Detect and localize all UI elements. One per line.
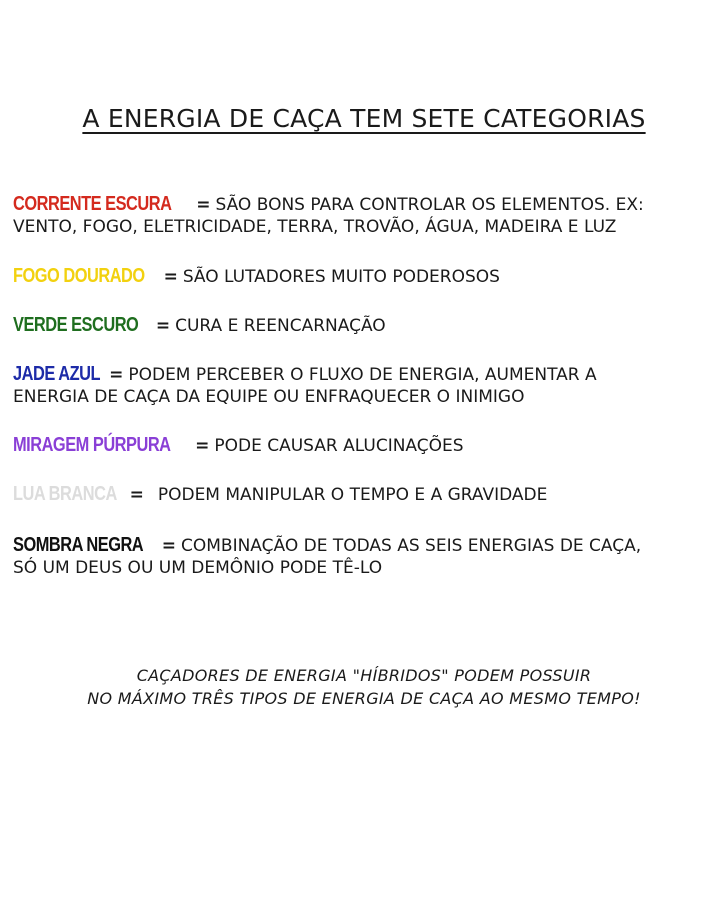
page-title — [0, 104, 728, 133]
equals-sign: = — [155, 316, 171, 336]
category-name: MIRAGEM PÚRPURA — [13, 434, 171, 456]
category-corrente-escura — [13, 193, 718, 238]
equals-sign: = — [163, 267, 178, 287]
category-description-cont: VENTO, FOGO, ELETRICIDADE, TERRA, TROVÃO, ÁGUA, MADEIRA E LUZ — [13, 217, 617, 237]
category-name: CORRENTE ESCURA — [13, 193, 172, 215]
footer-line-2: NO MÁXIMO TRÊS TIPOS DE ENERGIA DE CAÇA AO MESMO TEMPO! — [87, 689, 641, 708]
equals-sign: = — [129, 485, 144, 505]
footer-line-1: CAÇADORES DE ENERGIA "HÍBRIDOS" PODEM POSSUIR — [136, 666, 592, 685]
category-description-cont: SÓ UM DEUS OU UM DEMÔNIO PODE TÊ-LO — [13, 558, 383, 578]
category-miragem-purpura — [13, 434, 718, 457]
equals-sign: = — [161, 536, 176, 556]
category-jade-azul — [13, 363, 718, 408]
category-description-cont: ENERGIA DE CAÇA DA EQUIPE OU ENFRAQUECER O INIMIGO — [13, 387, 525, 407]
category-description: PODEM PERCEBER O FLUXO DE ENERGIA, AUMENTAR A — [128, 365, 597, 385]
equals-sign: = — [195, 436, 210, 456]
category-name: FOGO DOURADO — [13, 265, 145, 287]
category-description: PODE CAUSAR ALUCINAÇÕES — [214, 436, 464, 456]
equals-sign: = — [109, 365, 124, 385]
category-verde-escuro — [13, 314, 718, 337]
category-description: COMBINAÇÃO DE TODAS AS SEIS ENERGIAS DE CAÇA, — [180, 536, 642, 556]
category-sombra-negra — [13, 534, 718, 579]
category-lua-branca — [13, 483, 718, 506]
category-description: CURA E REENCARNAÇÃO — [175, 316, 386, 336]
category-name: VERDE ESCURO — [13, 314, 139, 336]
category-name: LUA BRANCA — [13, 483, 117, 505]
category-fogo-dourado — [13, 265, 718, 288]
page-title-text: A ENERGIA DE CAÇA TEM SETE CATEGORIAS — [82, 104, 646, 133]
category-description: SÃO LUTADORES MUITO PODEROSOS — [182, 267, 500, 287]
category-description: SÃO BONS PARA CONTROLAR OS ELEMENTOS. EX: — [215, 195, 644, 215]
category-name: JADE AZUL — [13, 363, 100, 385]
category-name: SOMBRA NEGRA — [13, 534, 144, 556]
category-description: PODEM MANIPULAR O TEMPO E A GRAVIDADE — [157, 485, 548, 505]
equals-sign: = — [196, 195, 211, 215]
footer-note — [0, 664, 728, 710]
